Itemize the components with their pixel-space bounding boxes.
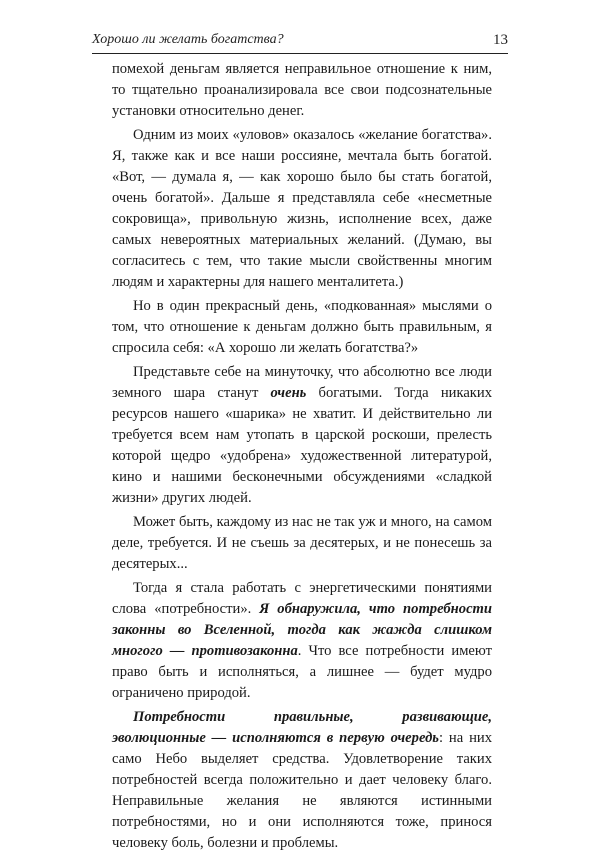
page-number: 13 xyxy=(493,32,508,48)
paragraph-text: Представьте себе на минуточку, что абсолютно все люди земного шара станут xyxy=(112,364,492,401)
paragraph-text: помехой деньгам является неправильное отношение к ним, то тщательно проанализировала все свои подсознательные установки относительно денег. xyxy=(112,61,492,119)
emphasis-text: Потребности правильные, развивающие, эволюционные — исполняются в первую очередь xyxy=(112,709,492,746)
running-title: Хорошо ли желать богатства? xyxy=(92,32,284,47)
running-head xyxy=(92,31,508,54)
paragraph-text: . Что все потребности имеют право быть и исполняться, а лишнее — будет мудро ограничено природой. xyxy=(112,643,492,701)
paragraph-text: Тогда я стала работать с энергетическими понятиями слова «потребности». xyxy=(112,580,492,617)
paragraph-text: : на них само Небо выделяет средства. Удовлетворение таких потребностей всегда положительно и дает человеку благо. Неправильные желания не являются истинными потребностями, но и они исполняются тоже, принося человеку боль, болезни и проблемы. xyxy=(112,730,492,851)
paragraph-text: Одним из моих «уловов» оказалось «желание богатства». Я, также как и все наши россияне, мечтала быть богатой. «Вот, — думала я, — как хорошо было бы стать богатой, очень богатой». Дальше я представляла себе «несметные сокровища», привольную жизнь, исполнение всех, даже самых невероятных материальных желаний. (Думаю, вы согласитесь с тем, что такие мысли свойственны многим людям и характерны для нашего менталитета.) xyxy=(112,127,492,290)
paragraph-1 xyxy=(112,59,492,122)
paragraph-4 xyxy=(112,362,492,509)
paragraph-7 xyxy=(112,707,492,854)
paragraph-text: богатыми. Тогда никаких ресурсов нашего «шарика» не хватит. И действительно ли требуется всем нам утопать в царской роскоши, прелесть которой щедро «удобрена» художественной литературой, кино и нашими бесконечными обсуждениями «сладкой жизни» других людей. xyxy=(112,385,492,506)
paragraph-5 xyxy=(112,512,492,575)
paragraph-2 xyxy=(112,125,492,293)
body-text xyxy=(112,59,492,854)
emphasis-text: Я обнаружила, что потребности законны во Вселенной, тогда как жажда слишком многого — противозаконна xyxy=(112,601,493,659)
paragraph-6 xyxy=(112,578,492,704)
paragraph-text: Но в один прекрасный день, «подкованная» мыслями о том, что отношение к деньгам должно быть правильным, я спросила себя: «А хорошо ли желать богатства?» xyxy=(112,298,492,356)
emphasis-text: очень xyxy=(270,385,307,401)
paragraph-text: Может быть, каждому из нас не так уж и много, на самом деле, требуется. И не съешь за десятерых, и не понесешь за десятерых... xyxy=(112,514,492,572)
paragraph-3 xyxy=(112,296,492,359)
